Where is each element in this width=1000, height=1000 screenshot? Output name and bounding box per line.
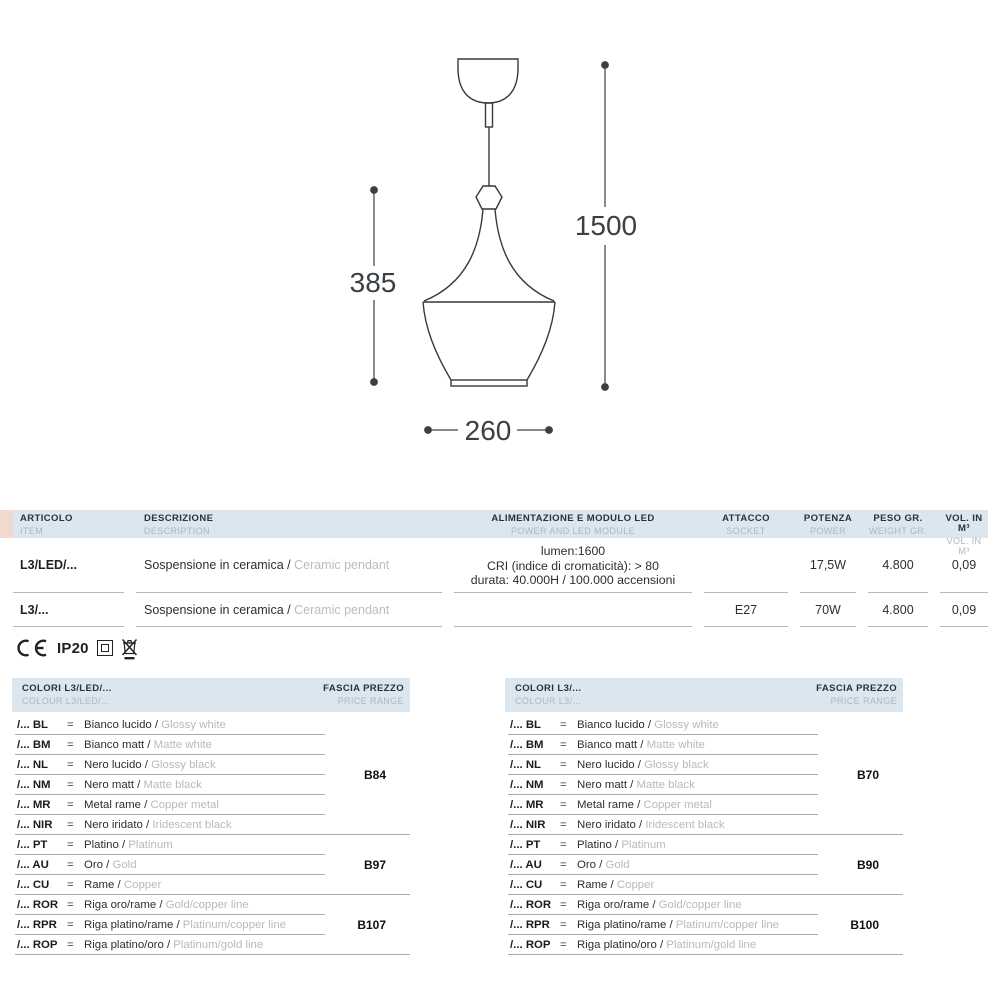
color-row: /... CU = Rame / Copper bbox=[12, 875, 410, 895]
color-price-group bbox=[505, 835, 903, 895]
color-code: /... ROP bbox=[17, 939, 58, 951]
color-name: Bianco lucido / Glossy white bbox=[84, 719, 226, 731]
color-row: /... MR = Metal rame / Copper metal bbox=[505, 795, 903, 815]
color-table-header bbox=[505, 678, 903, 712]
color-price-group bbox=[12, 835, 410, 895]
color-code: /... NIR bbox=[17, 819, 53, 831]
color-table-header bbox=[12, 678, 410, 712]
color-price-group bbox=[12, 715, 410, 835]
ce-mark-icon bbox=[15, 639, 49, 657]
spec-col-header: POTENZA POWER bbox=[803, 513, 853, 536]
color-row: /... PT = Platino / Platinum bbox=[505, 835, 903, 855]
color-row: /... ROR = Riga oro/rame / Gold/copper line bbox=[12, 895, 410, 915]
color-row: /... AU = Oro / Gold bbox=[505, 855, 903, 875]
page-edge-color-tab bbox=[0, 510, 13, 538]
color-table-led bbox=[12, 678, 410, 955]
color-name: Oro / Gold bbox=[84, 859, 137, 871]
pendant-lamp-technical-drawing bbox=[0, 0, 1000, 490]
color-table-title: COLORI L3/... COLOUR L3/... bbox=[515, 683, 582, 706]
dimension-width: 260 bbox=[464, 415, 512, 446]
color-code: /... PT bbox=[17, 839, 48, 851]
volume-value: 0,09 bbox=[940, 538, 988, 593]
color-price-group bbox=[505, 895, 903, 955]
color-row: /... PT = Platino / Platinum bbox=[12, 835, 410, 855]
price-range-badge: B97 bbox=[363, 858, 386, 872]
color-row: /... RPR = Riga platino/rame / Platinum/copper line bbox=[12, 915, 410, 935]
color-table-standard bbox=[505, 678, 903, 955]
color-code: /... RPR bbox=[510, 919, 550, 931]
item-code: L3/... bbox=[13, 593, 124, 627]
color-name: Riga platino/rame / Platinum/copper line bbox=[84, 919, 286, 931]
color-name: Riga platino/oro / Platinum/gold line bbox=[577, 939, 757, 951]
color-name: Riga platino/oro / Platinum/gold line bbox=[84, 939, 264, 951]
color-name: Rame / Copper bbox=[577, 879, 655, 891]
color-code: /... MR bbox=[17, 799, 51, 811]
ip-rating-label: IP20 bbox=[57, 639, 89, 657]
price-range-badge: B90 bbox=[856, 858, 879, 872]
spec-col-header: PESO GR. WEIGHT GR. bbox=[868, 513, 928, 536]
color-name: Oro / Gold bbox=[577, 859, 630, 871]
color-code: /... NL bbox=[17, 759, 49, 771]
color-row: /... ROR = Riga oro/rame / Gold/copper line bbox=[505, 895, 903, 915]
color-code: /... AU bbox=[17, 859, 49, 871]
price-range-badge: B107 bbox=[357, 918, 386, 932]
color-name: Nero matt / Matte black bbox=[577, 779, 695, 791]
power-value: 17,5W bbox=[800, 538, 856, 593]
spec-col-header: VOL. IN M³ VOL. IN M³ bbox=[945, 513, 983, 556]
price-range-badge: B100 bbox=[850, 918, 879, 932]
color-row: /... NIR = Nero iridato / Iridescent black bbox=[505, 815, 903, 835]
color-code: /... NL bbox=[510, 759, 542, 771]
color-table-body bbox=[12, 715, 410, 955]
color-name: Bianco matt / Matte white bbox=[577, 739, 705, 751]
color-code: /... BL bbox=[510, 719, 542, 731]
led-module-info: lumen:1600 CRI (indice di cromaticità): > 80 durata: 40.000H / 100.000 accensioni bbox=[454, 538, 692, 593]
lamp-outline bbox=[423, 59, 555, 386]
weight-value: 4.800 bbox=[868, 538, 928, 593]
class-ii-insulation-icon bbox=[97, 640, 113, 656]
color-name: Riga platino/rame / Platinum/copper line bbox=[577, 919, 779, 931]
color-code: /... NM bbox=[510, 779, 544, 791]
weight-value: 4.800 bbox=[868, 593, 928, 627]
spec-header-row bbox=[13, 510, 988, 556]
spec-col-header: ARTICOLO ITEM bbox=[20, 513, 73, 536]
color-name: Bianco lucido / Glossy white bbox=[577, 719, 719, 731]
color-name: Nero lucido / Glossy black bbox=[84, 759, 216, 771]
color-code: /... MR bbox=[510, 799, 544, 811]
power-value: 70W bbox=[800, 593, 856, 627]
price-range-header: FASCIA PREZZO PRICE RANGE bbox=[816, 683, 897, 706]
price-range-badge: B70 bbox=[856, 768, 879, 782]
color-row: /... AU = Oro / Gold bbox=[12, 855, 410, 875]
weee-crossed-bin-icon bbox=[121, 636, 138, 661]
color-row: /... RPR = Riga platino/rame / Platinum/copper line bbox=[505, 915, 903, 935]
color-row: /... ROP = Riga platino/oro / Platinum/gold line bbox=[12, 935, 410, 955]
color-table-body bbox=[505, 715, 903, 955]
color-name: Nero matt / Matte black bbox=[84, 779, 202, 791]
color-name: Riga oro/rame / Gold/copper line bbox=[577, 899, 742, 911]
spec-col-header: ALIMENTAZIONE E MODULO LED POWER AND LED MODULE bbox=[491, 513, 655, 536]
color-name: Metal rame / Copper metal bbox=[577, 799, 712, 811]
dimension-total-height: 1500 bbox=[574, 210, 638, 241]
color-row: /... NM = Nero matt / Matte black bbox=[505, 775, 903, 795]
color-code: /... NIR bbox=[510, 819, 546, 831]
color-name: Metal rame / Copper metal bbox=[84, 799, 219, 811]
spec-row bbox=[13, 538, 988, 593]
spec-row bbox=[13, 593, 988, 627]
color-name: Nero iridato / Iridescent black bbox=[84, 819, 232, 831]
spec-body bbox=[13, 538, 988, 627]
spec-table bbox=[13, 510, 988, 627]
color-name: Platino / Platinum bbox=[84, 839, 173, 851]
color-name: Nero iridato / Iridescent black bbox=[577, 819, 725, 831]
color-code: /... ROR bbox=[17, 899, 59, 911]
color-row: /... ROP = Riga platino/oro / Platinum/gold line bbox=[505, 935, 903, 955]
certification-icons bbox=[15, 635, 138, 661]
color-row: /... MR = Metal rame / Copper metal bbox=[12, 795, 410, 815]
color-row: /... NL = Nero lucido / Glossy black bbox=[12, 755, 410, 775]
color-row: /... NM = Nero matt / Matte black bbox=[12, 775, 410, 795]
color-code: /... BM bbox=[17, 739, 51, 751]
color-code: /... AU bbox=[510, 859, 542, 871]
socket-value bbox=[704, 538, 788, 593]
dimension-lines bbox=[371, 62, 609, 434]
color-row: /... BM = Bianco matt / Matte white bbox=[12, 735, 410, 755]
price-range-badge: B84 bbox=[363, 768, 386, 782]
color-code: /... CU bbox=[510, 879, 543, 891]
color-price-group bbox=[12, 895, 410, 955]
price-range-header: FASCIA PREZZO PRICE RANGE bbox=[323, 683, 404, 706]
color-code: /... ROP bbox=[510, 939, 551, 951]
color-code: /... NM bbox=[17, 779, 51, 791]
color-code: /... BM bbox=[510, 739, 544, 751]
item-description: Sospensione in ceramica / Ceramic pendant bbox=[136, 538, 442, 593]
color-code: /... RPR bbox=[17, 919, 57, 931]
spec-col-header: ATTACCO SOCKET bbox=[722, 513, 770, 536]
socket-value: E27 bbox=[704, 593, 788, 627]
spec-col-header: DESCRIZIONE DESCRIPTION bbox=[144, 513, 214, 536]
color-price-group bbox=[505, 715, 903, 835]
color-row: /... CU = Rame / Copper bbox=[505, 875, 903, 895]
color-code: /... ROR bbox=[510, 899, 552, 911]
color-name: Nero lucido / Glossy black bbox=[577, 759, 709, 771]
volume-value: 0,09 bbox=[940, 593, 988, 627]
color-name: Bianco matt / Matte white bbox=[84, 739, 212, 751]
color-code: /... BL bbox=[17, 719, 49, 731]
color-row: /... BM = Bianco matt / Matte white bbox=[505, 735, 903, 755]
color-code: /... CU bbox=[17, 879, 50, 891]
item-code: L3/LED/... bbox=[13, 538, 124, 593]
color-row: /... BL = Bianco lucido / Glossy white bbox=[505, 715, 903, 735]
dimension-lamp-height: 385 bbox=[349, 267, 397, 298]
item-description: Sospensione in ceramica / Ceramic pendant bbox=[136, 593, 442, 627]
color-name: Riga oro/rame / Gold/copper line bbox=[84, 899, 249, 911]
color-row: /... NIR = Nero iridato / Iridescent black bbox=[12, 815, 410, 835]
color-name: Rame / Copper bbox=[84, 879, 162, 891]
led-module-info bbox=[454, 593, 692, 627]
color-row: /... BL = Bianco lucido / Glossy white bbox=[12, 715, 410, 735]
color-table-title: COLORI L3/LED/... COLOUR L3/LED/... bbox=[22, 683, 112, 706]
color-row: /... NL = Nero lucido / Glossy black bbox=[505, 755, 903, 775]
color-name: Platino / Platinum bbox=[577, 839, 666, 851]
color-code: /... PT bbox=[510, 839, 541, 851]
